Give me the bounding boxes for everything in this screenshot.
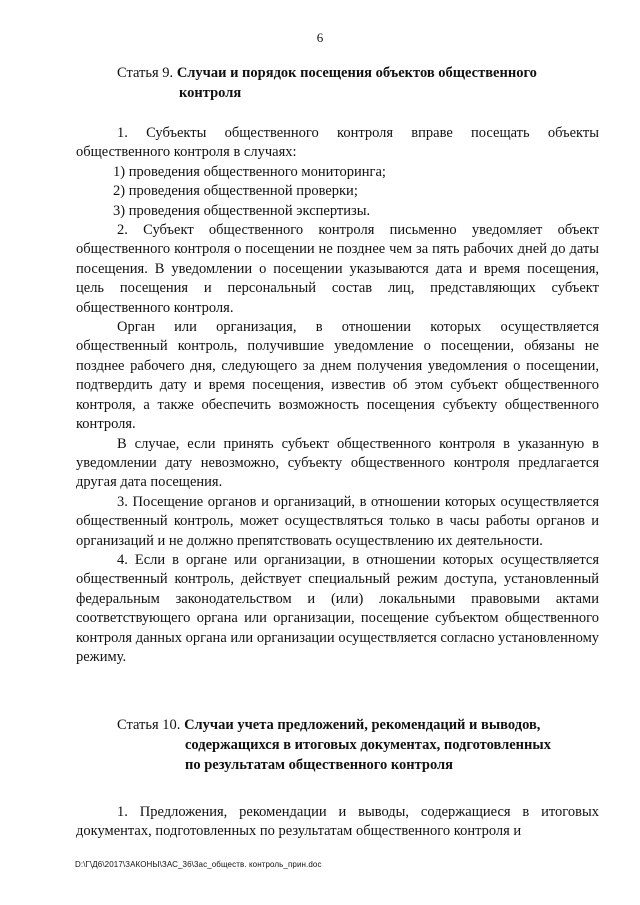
paragraph: Орган или организация, в отношении которых осуществляется общественный контроль, получившие уведомление о посещении, обязаны не позднее рабочего дня, следующего за днем получения уведомления о посещении, подтвердить дату и время посещения, известив об этом субъект общественного контроля, а также обеспечить возможность посещения субъекту общественного контроля.: [76, 319, 599, 433]
paragraph: 4. Если в органе или организации, в отношении которых осуществляется общественный контроль, действует специальный режим доступа, установленный федеральным законодательством и (или) локальными правовыми актами соответствующего органа или организации, посещение субъектом общественного контроля данных органа или организации осуществляется согласно установленному режиму.: [76, 551, 599, 665]
list-item: 2) проведения общественной проверки;: [113, 183, 358, 200]
list-item: 1) проведения общественного мониторинга;: [113, 163, 386, 180]
article-10-title: Случаи учета предложений, рекомендаций и выводов,: [184, 717, 541, 733]
paragraph: 1. Предложения, рекомендации и выводы, содержащиеся в итоговых документах, подготовленных по результатам общественного контроля и: [76, 804, 599, 840]
article-10-title-continued: содержащихся в итоговых документах, подготовленных: [185, 737, 551, 753]
paragraph: В случае, если принять субъект общественного контроля в указанную в уведомлении дату невозможно, субъекту общественного контроля предлагается другая дата посещения.: [76, 435, 599, 491]
article-10-heading: [117, 715, 551, 775]
article-9-title: Случаи и порядок посещения объектов общественного: [176, 65, 537, 81]
paragraph: 2. Субъект общественного контроля письменно уведомляет объект общественного контроля о посещении не позднее чем за пять рабочих дней до даты посещения. В уведомлении о посещении указываются дата и время посещения, цель посещения и персональный состав лиц, представляющих субъект общественного контроля.: [76, 222, 599, 316]
article-10-number: Статья 10.: [117, 717, 181, 733]
article-9-title-continued: контроля: [179, 85, 242, 101]
article-9-body: [76, 124, 599, 667]
article-9-heading: [117, 63, 537, 103]
article-10-title-continued-2: по результатам общественного контроля: [185, 757, 454, 773]
article-10-body: [76, 803, 599, 842]
page-number: 6: [316, 30, 324, 45]
file-path-footer: D:\Г\Д6\2017\ЗАКОНЫ\ЗАС_36\3ас_обществ. контроль_прин.doc: [75, 860, 322, 869]
paragraph: 3. Посещение органов и организаций, в отношении которых осуществляется общественный контроль, может осуществляться только в часы работы органов и организаций и не должно препятствовать осуществлению их деятельности.: [76, 493, 599, 549]
paragraph: 1. Субъекты общественного контроля вправе посещать объекты общественного контроля в случаях:: [76, 125, 599, 161]
list-item: 3) проведения общественной экспертизы.: [113, 202, 371, 219]
article-9-number: Статья 9.: [117, 65, 174, 81]
